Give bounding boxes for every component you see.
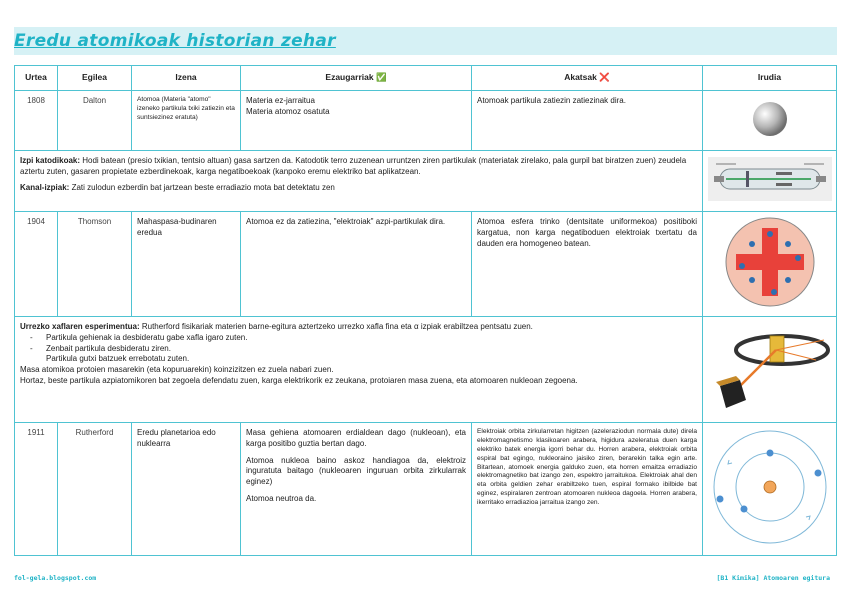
planetary-model-image <box>706 425 834 549</box>
header-features <box>241 66 472 91</box>
rutherford-feature-3: Atomoa neutroa da. <box>246 493 317 503</box>
rays-text-cell <box>15 151 703 212</box>
thomson-year: 1904 <box>15 212 58 317</box>
header-author: Egilea <box>58 66 132 91</box>
table-row-thomson <box>15 212 837 317</box>
gold-intro: Rutherford fisikariak materien barne-egitura aztertzeko urrezko xafla fina eta α izpiak erabiltzea pentsatu zuen. <box>141 322 533 331</box>
header-features-label: Ezaugarriak <box>325 72 374 83</box>
dalton-author: Dalton <box>58 91 132 151</box>
solid-sphere-image <box>750 99 790 139</box>
header-image: Irudia <box>703 66 837 91</box>
dalton-feature-2: Materia atomoz osatuta <box>246 106 330 116</box>
gold-label: Urrezko xaflaren esperimentua: <box>20 322 140 331</box>
cathode-tube-image <box>706 155 834 203</box>
footer-blog-link[interactable]: fol-gela.blogspot.com <box>14 574 97 582</box>
gold-foil-text-cell <box>15 317 703 423</box>
rutherford-feature-1: Masa gehiena atomoaren erdialdean dago (nukleoan), eta karga positibo guztia bertan dago. <box>246 428 466 448</box>
dalton-features <box>241 91 472 151</box>
list-item: Partikula gutxi batzuek errebotatu zuten. <box>46 354 190 364</box>
header-name: Izena <box>132 66 241 91</box>
rutherford-year: 1911 <box>15 423 58 556</box>
list-item: - Partikula gehienak ia desbideratu gabe xafla igaro zuten. <box>30 333 697 344</box>
table-row-rutherford <box>15 423 837 556</box>
dalton-name: Atomoa (Materia "atomo" izeneko partikula txiki zatiezin eta suntsiezinez eratuta) <box>132 91 241 151</box>
table-header-row <box>15 66 837 91</box>
table-row-rays <box>15 151 837 212</box>
dalton-year: 1808 <box>15 91 58 151</box>
header-errors <box>472 66 703 91</box>
gold-foil-image-cell <box>703 317 837 423</box>
dalton-errors: Atomoak partikula zatiezin zatiezinak dira. <box>472 91 703 151</box>
rutherford-image-cell <box>703 423 837 556</box>
rutherford-author: Rutherford <box>58 423 132 556</box>
header-year: Urtea <box>15 66 58 91</box>
title-banner <box>14 27 837 55</box>
cathode-label: Izpi katodikoak: <box>20 156 81 165</box>
list-item: - Zenbait partikula desbideratu ziren. <box>30 344 697 355</box>
cathode-text: Hodi batean (presio txikian, tentsio altuan) gasa sartzen da. Katodotik terro zuzenean urruntzen ziren partikulak (materiatak zirelako, pala gurpil bat biratzen zuen) zeudela aztertu zuten, gasaren propietate ezberdinekoak, karga negatiboekoak (kanpoko eremu elektriko bat aplikatzean. <box>20 156 687 176</box>
rutherford-name: Eredu planetarioa edo nuklearra <box>132 423 241 556</box>
rutherford-features <box>241 423 472 556</box>
page-title: Eredu atomikoak historian zehar <box>14 31 336 51</box>
canal-label: Kanal-izpiak: <box>20 182 70 192</box>
rutherford-errors: Elektroiak orbita zirkularretan higitzen (azeleraziodun normala dute) direla elektromagnetismo klasikoaren arabera, higidura azeleratua duen karga elektriko batek energia igorri behar du. Horren arabera, elektroiak orbita espiral bat egingo, nukleoraino jaisiko ziren, berarekin talka egin arte. Bitartean, atomoek energia galduko zuen, eta horren emaitza erradiazio elektromagnetiko bat izango zen, espektro jarraitukoa. Elektroiak ahal den eta orbita geldien zehar erabiltzeko tuen, espiral formako ibilbide bat eginez, espiralaren zentroan atomoaren nukleoa dagoela. Horren arabera, ikerritako erradiazioa jarraitua izango zen. <box>472 423 703 556</box>
canal-text: Zati zulodun ezberdin bat jartzean beste erradiazio mota bat detektatu zen <box>71 182 335 192</box>
footer-topic: [B1 Kimika] Atomoaren egitura <box>716 574 830 582</box>
dalton-image-cell <box>703 91 837 151</box>
gold-line-2: Hortaz, beste partikula azpiatomikoren bat zegoela defendatu zuen, karga elektrikorik ez zeukana, protoiaren masa zuena, eta atomoaren nukleoan zegoena. <box>20 375 578 385</box>
cross-icon: ❌ <box>599 72 610 83</box>
table-row-gold-foil <box>15 317 837 423</box>
gold-foil-experiment-image <box>706 320 834 416</box>
table-row-dalton <box>15 91 837 151</box>
cathode-tube-image-cell <box>703 151 837 212</box>
gold-line-1: Masa atomikoa protoien masarekin (eta kopuruarekin) koinzizitzen ez zuela nabari zuen. <box>20 365 334 375</box>
thomson-name: Mahaspasa-budinaren eredua <box>132 212 241 317</box>
thomson-image-cell <box>703 212 837 317</box>
check-icon: ✅ <box>375 72 387 83</box>
dalton-feature-1: Materia ez-jarraitua <box>246 96 315 105</box>
gold-results-list <box>20 333 697 365</box>
thomson-author: Thomson <box>58 212 132 317</box>
rutherford-feature-2: Atomoa nukleoa baino askoz handiagoa da, elektroiz inguratuta baitago (nukleoaren inguruan orbita zirkularrak eginez) <box>246 455 466 487</box>
plum-pudding-image <box>722 214 818 310</box>
atomic-models-table <box>14 65 837 556</box>
header-errors-label: Akatsak <box>564 72 597 83</box>
thomson-errors: Atomoa esfera trinko (dentsitate uniformekoa) positiboki kargatua, non karga negatiboduen elektroiak txertatu da dauden era homogeneo batean. <box>472 212 703 317</box>
thomson-features: Atomoa ez da zatiezina, "elektroiak" azpi-partikulak dira. <box>241 212 472 317</box>
